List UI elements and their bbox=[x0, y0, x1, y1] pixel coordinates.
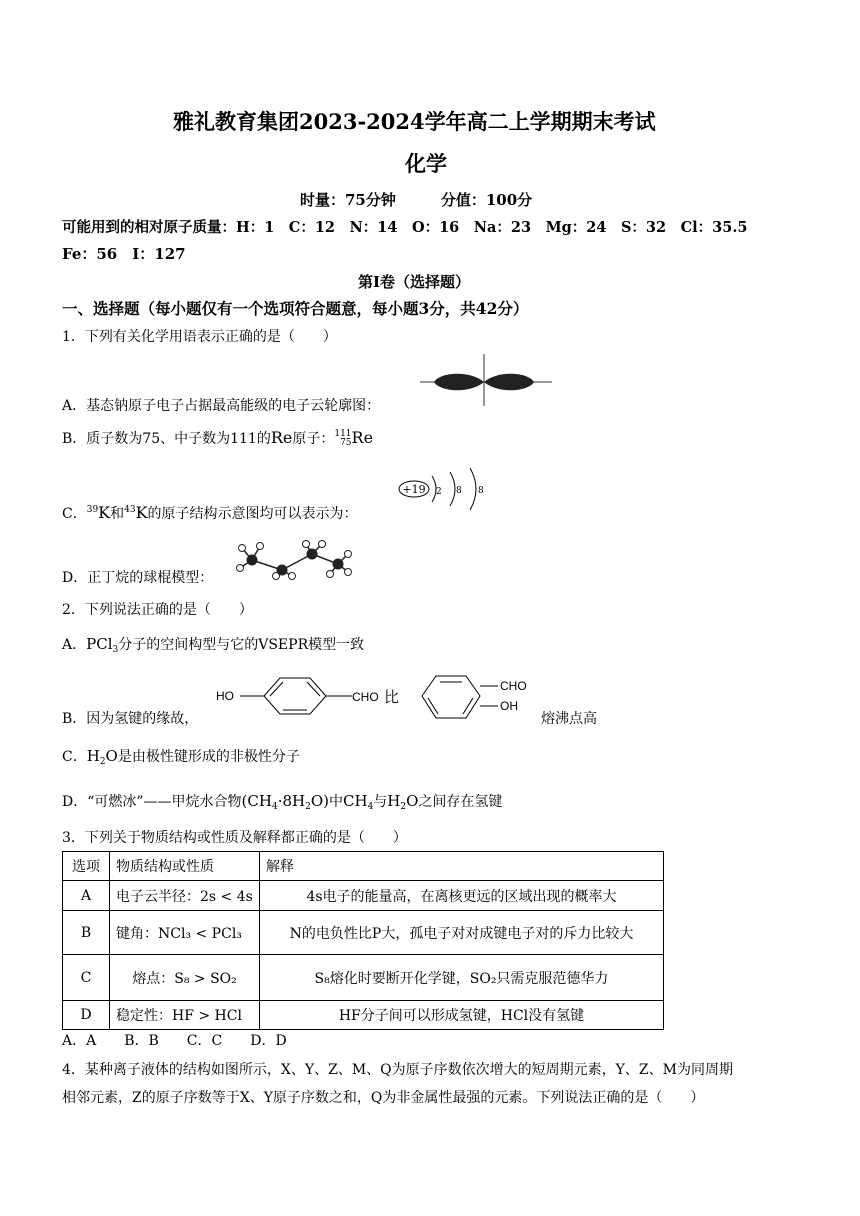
q1-c-pre: C． bbox=[62, 506, 87, 522]
q2-option-c bbox=[62, 746, 300, 767]
para-ho-label: HO bbox=[216, 689, 234, 703]
q2-d-yu: 与 bbox=[373, 794, 388, 810]
q2-c-sub: 2 bbox=[99, 757, 106, 767]
q1-c-post: 的原子结构示意图均可以表示为： bbox=[147, 506, 358, 522]
table-header-row bbox=[63, 852, 664, 881]
q1-c-k43-mass: 43 bbox=[124, 505, 136, 515]
q2-c-pre: C． bbox=[62, 749, 87, 765]
q1-b-re: Re bbox=[270, 428, 293, 447]
q2-b-post: 熔沸点高 bbox=[541, 711, 597, 727]
butane-ball-stick-model bbox=[232, 538, 356, 580]
row-explanation: N的电负性比P大，孤电子对对成键电子对的斥力比较大 bbox=[260, 911, 664, 955]
exam-title: 雅礼教育集团2023-2024学年高二上学期期末考试 bbox=[173, 109, 656, 134]
q2-d-s4: 2 bbox=[400, 802, 407, 812]
atomic-masses-line2: Fe：56 I：127 bbox=[62, 245, 186, 263]
q1-option-d: D．正丁烷的球棍模型： bbox=[62, 570, 214, 586]
q1-option-a: A．基态钠原子电子占据最高能级的电子云轮廓图： bbox=[62, 398, 381, 414]
row-option: B bbox=[63, 911, 110, 955]
q1-b-symbol: Re bbox=[351, 428, 374, 447]
q4-line1: 4．某种离子液体的结构如图所示，X、Y、Z、M、Q为原子序数依次增大的短周期元素，Y、Z、M为同周期 bbox=[62, 1062, 733, 1078]
table-row bbox=[63, 1001, 664, 1030]
row-explanation: 4s电子的能量高，在离核更远的区域出现的概率大 bbox=[260, 881, 664, 911]
comparison-word: 比 bbox=[384, 688, 400, 706]
q2-option-a bbox=[62, 634, 364, 655]
header-option: 选项 bbox=[63, 852, 110, 881]
header-property: 物质结构或性质 bbox=[110, 852, 260, 881]
table-row bbox=[63, 911, 664, 955]
header-explanation: 解释 bbox=[260, 852, 664, 881]
q2-d-zhong: 中 bbox=[329, 794, 343, 810]
q3-table bbox=[62, 851, 664, 1030]
ortho-cho-label: CHO bbox=[500, 679, 527, 693]
q1-c-k39-mass: 39 bbox=[86, 505, 99, 515]
row-option: A bbox=[63, 881, 110, 911]
q2-b-pre: B．因为氢键的缘故， bbox=[62, 711, 199, 727]
q1-b-pre: B．质子数为75、中子数为111的 bbox=[62, 431, 271, 447]
row-property: 稳定性：HF > HCl bbox=[110, 1001, 260, 1030]
q3-answer-choices: A．A B．B C．C D．D bbox=[62, 1033, 287, 1049]
shell1-electrons: 2 bbox=[436, 487, 442, 497]
q1-c-k-symbol: K bbox=[98, 503, 111, 522]
q1-b-mid: 原子： bbox=[292, 431, 335, 447]
q1-b-number: 75 bbox=[340, 438, 352, 448]
atomic-masses-line1: 可能用到的相对原子质量：H：1 C：12 N：14 O：16 Na：23 Mg：24 S：32 Cl：35.5 bbox=[62, 219, 748, 236]
q2-d-formula bbox=[242, 792, 329, 810]
volume-heading: 第Ⅰ卷（选择题） bbox=[358, 273, 471, 291]
q2-c-o: O bbox=[105, 747, 118, 765]
row-option: D bbox=[63, 1001, 110, 1030]
row-explanation: HF分子间可以形成氢键，HCl没有氢键 bbox=[260, 1001, 664, 1030]
q4-line2: 相邻元素，Z的原子序数等于X、Y原子序数之和，Q为非金属性最强的元素。下列说法正确的是（ ） bbox=[62, 1090, 705, 1106]
subject-title: 化学 bbox=[405, 151, 447, 176]
q2-stem: 2．下列说法正确的是（ ） bbox=[62, 602, 253, 618]
shell2-electrons: 8 bbox=[456, 486, 462, 496]
q2-d-s1: 4 bbox=[271, 802, 278, 812]
atomic-structure-diagram bbox=[394, 466, 494, 512]
q3-stem: 3．下列关于物质结构或性质及解释都正确的是（ ） bbox=[62, 830, 407, 846]
q2-d-f3: O) bbox=[310, 792, 329, 810]
q2-a-pre: A． bbox=[62, 637, 87, 653]
q2-d-h: H bbox=[387, 792, 401, 810]
q2-d-f1: (CH bbox=[241, 792, 272, 810]
q1-stem: 1．下列有关化学用语表示正确的是（ ） bbox=[62, 329, 337, 345]
section-heading: 一、选择题（每小题仅有一个选项符合题意，每小题3分，共42分） bbox=[62, 299, 529, 318]
row-explanation: S₈熔化时要断开化学键，SO₂只需克服范德华力 bbox=[260, 955, 664, 1001]
shell3-electrons: 8 bbox=[478, 486, 484, 496]
table-row bbox=[63, 955, 664, 1001]
q2-d-s2: 2 bbox=[305, 802, 311, 812]
q1-b-mass: 111 bbox=[334, 429, 352, 439]
q2-c-h: H bbox=[86, 747, 100, 765]
row-property: 键角：NCl₃ < PCl₃ bbox=[110, 911, 260, 955]
q2-d-pre: D．“可燃冰”——甲烷水合物 bbox=[62, 794, 242, 810]
para-cho-label: CHO bbox=[352, 690, 379, 704]
q2-a-post: 分子的空间构型与它的VSEPR模型一致 bbox=[118, 637, 365, 653]
q2-option-d bbox=[62, 791, 502, 812]
row-property: 熔点：S₈ > SO₂ bbox=[110, 955, 260, 1001]
q1-option-c bbox=[62, 503, 358, 523]
q2-c-post: 是由极性键形成的非极性分子 bbox=[117, 749, 300, 765]
hydroxybenzaldehyde-comparison bbox=[214, 672, 554, 728]
row-option: C bbox=[63, 955, 110, 1001]
p-orbital-diagram bbox=[410, 352, 560, 408]
q2-a-formula: PCl bbox=[86, 635, 113, 653]
q2-d-post: 之间存在氢键 bbox=[418, 794, 503, 810]
q2-d-f2: ·8H bbox=[277, 792, 306, 810]
q1-c-and: 和 bbox=[110, 506, 125, 522]
q2-d-o: O bbox=[406, 792, 419, 810]
ortho-oh-label: OH bbox=[500, 699, 518, 713]
table-row bbox=[63, 881, 664, 911]
q2-a-sub: 3 bbox=[112, 645, 119, 655]
q1-option-b bbox=[62, 428, 373, 448]
row-property: 电子云半径：2s < 4s bbox=[110, 881, 260, 911]
time-score: 时量：75分钟 分值：100分 bbox=[300, 191, 533, 209]
nucleus-label: +19 bbox=[402, 483, 426, 496]
q2-d-s3: 4 bbox=[367, 802, 374, 812]
q2-d-ch: CH bbox=[343, 792, 368, 810]
q1-c-k-symbol-2: K bbox=[135, 503, 148, 522]
